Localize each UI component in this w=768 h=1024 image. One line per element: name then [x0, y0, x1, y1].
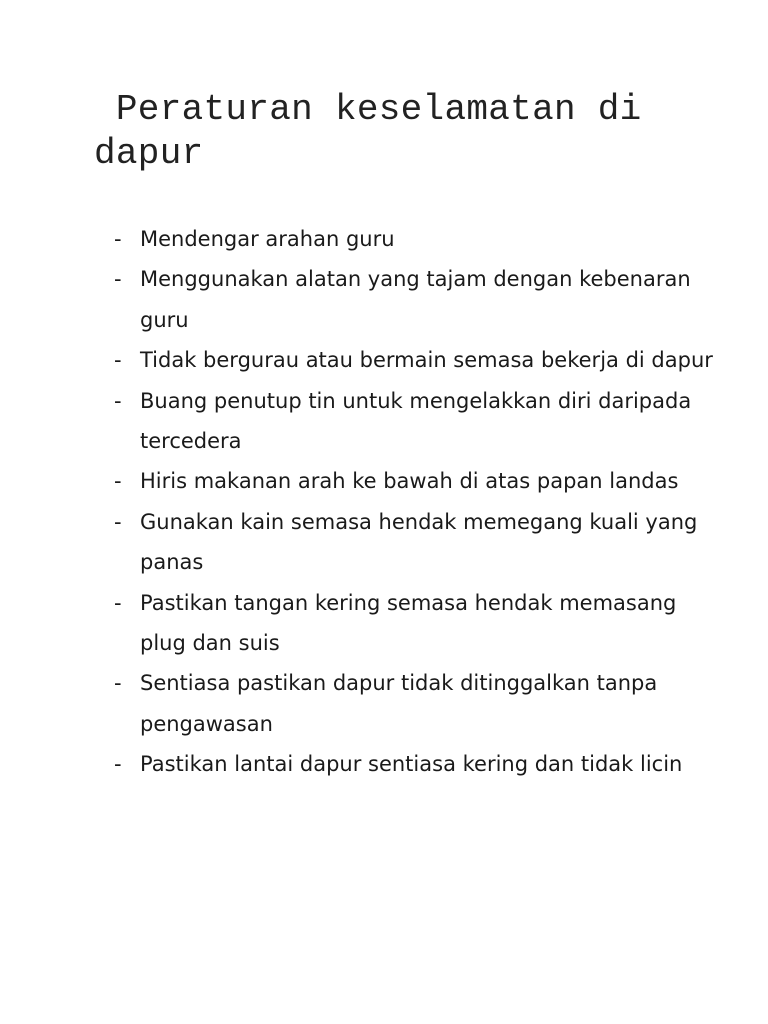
bullet-dash: -	[114, 469, 122, 494]
rule-text: Pastikan lantai dapur sentiasa kering dan tidak licin	[140, 752, 683, 777]
rule-text: Pastikan tangan kering semasa hendak memasang plug dan suis	[140, 590, 677, 656]
list-item	[114, 583, 714, 664]
list-item	[114, 461, 714, 501]
list-item	[114, 744, 714, 784]
bullet-dash: -	[114, 590, 122, 615]
bullet-dash: -	[114, 267, 122, 292]
bullet-dash: -	[114, 348, 122, 373]
list-item	[114, 259, 714, 340]
rule-text: Menggunakan alatan yang tajam dengan kebenaran guru	[140, 267, 691, 332]
list-item	[114, 663, 714, 744]
bullet-dash: -	[114, 227, 122, 251]
list-item	[114, 381, 714, 462]
rule-text: Mendengar arahan guru	[140, 227, 395, 251]
list-item	[114, 219, 714, 259]
bullet-dash: -	[114, 671, 122, 696]
rule-text: Gunakan kain semasa hendak memegang kuali yang panas	[140, 509, 698, 575]
bullet-dash: -	[114, 509, 122, 534]
list-item	[114, 502, 714, 583]
bullet-dash: -	[114, 388, 122, 413]
rule-text: Buang penutup tin untuk mengelakkan diri daripada tercedera	[140, 388, 692, 454]
page-title: Peraturan keselamatan di dapur	[94, 89, 642, 174]
bullet-dash: -	[114, 752, 122, 777]
rule-text: Hiris makanan arah ke bawah di atas papan landas	[140, 469, 679, 494]
rules-list	[114, 219, 714, 785]
rule-text: Tidak bergurau atau bermain semasa bekerja di dapur	[140, 348, 713, 373]
rule-text: Sentiasa pastikan dapur tidak ditinggalkan tanpa pengawasan	[140, 671, 658, 736]
list-item	[114, 340, 714, 380]
